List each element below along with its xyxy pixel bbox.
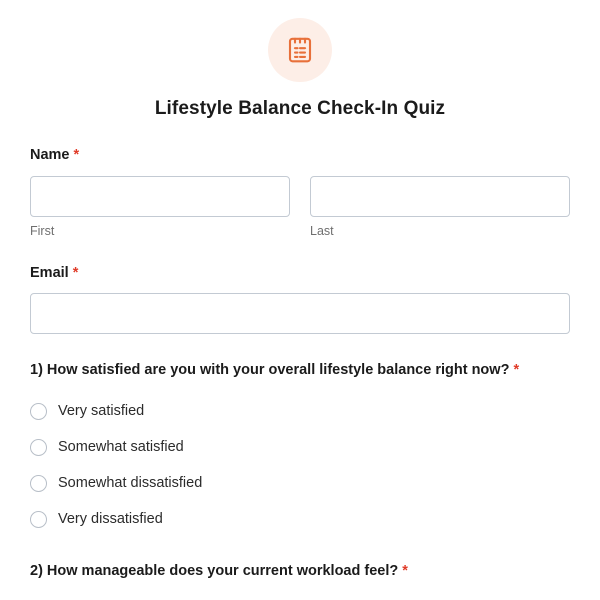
email-field[interactable] bbox=[30, 293, 570, 334]
required-marker: * bbox=[72, 264, 79, 281]
radio-option[interactable] bbox=[30, 393, 570, 429]
question-2 bbox=[30, 561, 570, 582]
first-name-sublabel: First bbox=[30, 223, 55, 238]
field-email bbox=[30, 264, 570, 335]
clipboard-checklist-icon bbox=[285, 35, 315, 65]
required-marker: * bbox=[402, 563, 408, 580]
name-last-col bbox=[310, 176, 570, 238]
radio-option[interactable] bbox=[30, 429, 570, 465]
form-header bbox=[30, 0, 570, 120]
email-label-text: Email bbox=[30, 264, 69, 281]
radio-option-label: Very dissatisfied bbox=[58, 511, 163, 528]
question-2-text bbox=[30, 561, 570, 582]
required-marker: * bbox=[513, 362, 520, 379]
question-1-options bbox=[30, 393, 570, 537]
radio-icon[interactable] bbox=[30, 511, 47, 528]
form-logo bbox=[268, 18, 332, 82]
name-row bbox=[30, 176, 570, 238]
email-label bbox=[30, 264, 570, 284]
question-2-label: 2) How manageable does your current workload feel? bbox=[30, 563, 399, 580]
question-1-text bbox=[30, 360, 570, 381]
radio-option-label: Somewhat dissatisfied bbox=[58, 475, 203, 492]
radio-option-label: Somewhat satisfied bbox=[58, 439, 184, 456]
radio-icon[interactable] bbox=[30, 439, 47, 456]
name-first-col bbox=[30, 176, 290, 238]
question-1 bbox=[30, 360, 570, 537]
radio-option[interactable] bbox=[30, 465, 570, 501]
name-label-text: Name bbox=[30, 147, 70, 163]
radio-icon[interactable] bbox=[30, 403, 47, 420]
name-label bbox=[30, 146, 570, 166]
radio-option[interactable] bbox=[30, 501, 570, 537]
question-1-label: 1) How satisfied are you with your overall lifestyle balance right now? bbox=[30, 362, 510, 379]
last-name-input[interactable] bbox=[310, 176, 570, 217]
radio-icon[interactable] bbox=[30, 475, 47, 492]
last-name-sublabel: Last bbox=[310, 223, 334, 238]
page-title: Lifestyle Balance Check-In Quiz bbox=[154, 98, 446, 119]
first-name-input[interactable] bbox=[30, 176, 290, 217]
required-marker: * bbox=[73, 147, 80, 163]
field-name bbox=[30, 146, 570, 238]
radio-option-label: Very satisfied bbox=[58, 403, 145, 420]
